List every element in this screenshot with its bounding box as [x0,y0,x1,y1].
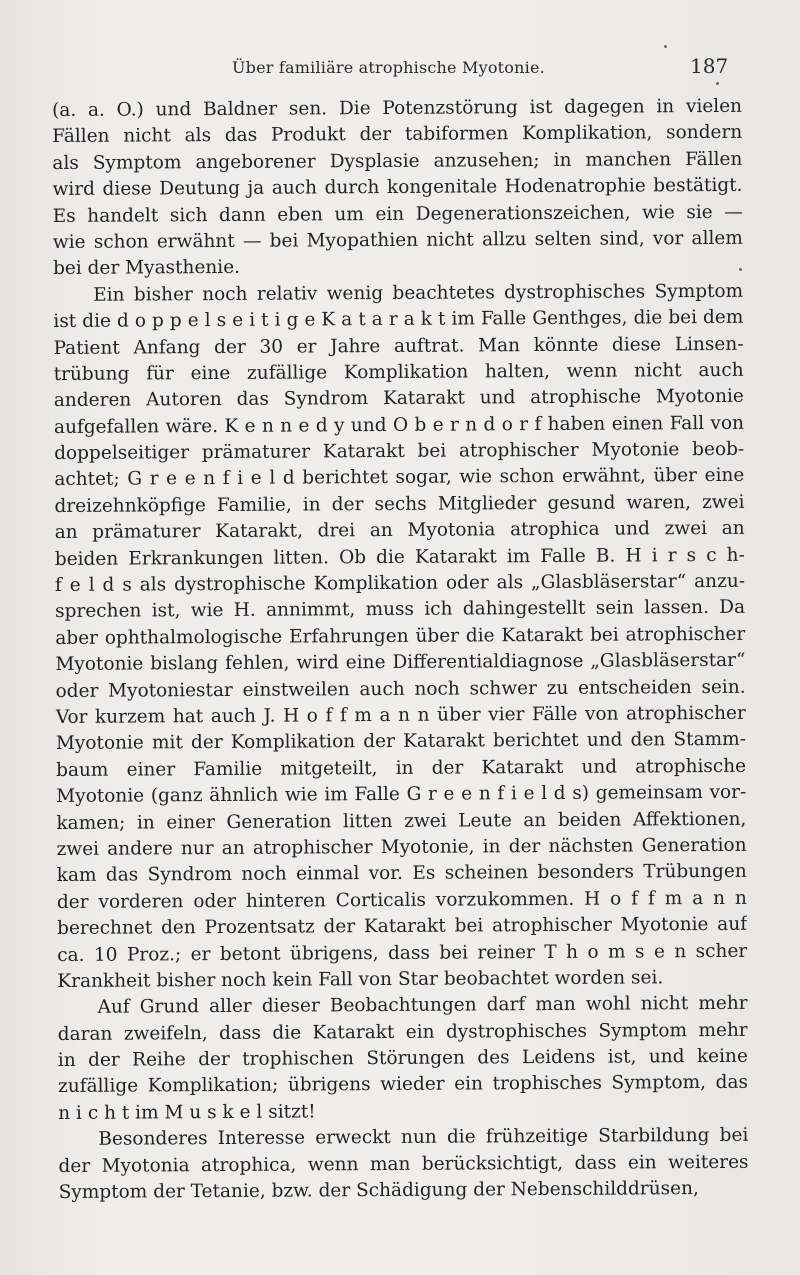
text-line: Besonderes Interesse erweckt nun die frühzeitige Starbildung bei [98,1125,749,1150]
text-line: f e l d s als dystrophische Komplikation oder als „Glasbläserstar“ anzu- [54,570,746,597]
text-line: wie schon erwähnt — bei Myopathien nicht allzu selten sind, vor allem [52,227,743,253]
print-speck [664,45,667,48]
text-line: dreizehnköpfige Familie, in der sechs Mitglieder gesund waren, zwei [54,491,745,517]
paragraph [53,279,747,996]
text-line: zufällige Komplikation; übrigens wieder ein trophisches Symptom, das [57,1072,749,1098]
text-line: an prämaturer Katarakt, drei an Myotonia atrophica und zwei an [54,518,745,544]
text-line: aufgefallen wäre. K e n n e d y und O b e r n d o r f haben einen Fall von [53,412,745,438]
text-line: aber ophthalmologische Erfahrungen über die Katarakt bei atrophischer [55,623,746,649]
page-number: 187 [690,54,729,78]
text-line: der Myotonia atrophica, wenn man berücksichtigt, dass ein weiteres [58,1151,749,1177]
print-speck [716,82,719,85]
text-line: berechnet den Prozentsatz der Katarakt bei atrophischer Myotonie auf [57,913,748,940]
text-line: Auf Grund aller dieser Beobachtungen darf man wohl nicht mehr [97,993,748,1019]
text-line: kamen; in einer Generation litten zwei Leute an beiden Affektionen, [56,808,747,834]
text-line: ca. 10 Proz.; er betont übrigens, dass bei reiner T h o m s e n scher [57,940,748,966]
text-line: kam das Syndrom noch einmal vor. Es scheinen besonders Trübungen [56,861,747,887]
text-line: Es handelt sich dann eben um ein Degenerationszeichen, wie sie — [52,201,743,227]
text-line: bei der Myasthenie. [52,257,241,280]
text-line: anderen Autoren das Syndrom Katarakt und atrophische Myotonie [53,386,744,412]
text-line: Krankheit bisher noch kein Fall von Star beobachtet worden sei. [57,967,664,992]
text-line: beiden Erkrankungen litten. Ob die Katarakt im Falle B. H i r s c h- [54,544,745,570]
text-line: trübung für eine zufällige Komplikation halten, wenn nicht auch [53,359,744,385]
text-line: (a. a. O.) und Baldner sen. Die Potenzstörung ist dagegen in vielen [52,95,743,121]
text-line: doppelseitiger prämaturer Katarakt bei atrophischer Myotonie beob- [54,438,745,465]
text-line: Myotonie (ganz ähnlich wie im Falle G r e e n f i e l d s) gemeinsam vor- [56,781,747,808]
running-title: Über familiäre atrophische Myotonie. [232,58,545,77]
text-line: Myotonie bislang fehlen, wird eine Differentialdiagnose „Glasbläserstar“ [55,649,746,676]
text-line: Myotonie mit der Komplikation der Katarakt berichtet und den Stamm- [55,729,746,755]
text-line: Ein bisher noch relativ wenig beachtetes dystrophisches Symptom [93,280,744,306]
text-line: Patient Anfang der 30 er Jahre auftrat. Man könnte diese Linsen- [53,333,744,359]
text-line: achtet; G r e e n f i e l d berichtet sogar, wie schon erwähnt, über eine [54,465,745,491]
text-line: Vor kurzem hat auch J. H o f f m a n n über vier Fälle von atrophischer [55,702,746,728]
body-text [52,94,749,1248]
paragraph [57,991,748,1127]
text-line: wird diese Deutung ja auch durch kongenitale Hodenatrophie bestätigt. [52,174,743,201]
text-line: n i c h t im M u s k e l sitzt! [58,1101,316,1124]
paragraph [52,94,743,283]
text-line: baum einer Familie mitgeteilt, in der Katarakt und atrophische [56,755,747,781]
text-line: der vorderen oder hinteren Corticalis vorzukommen. H o f f m a n n [56,887,747,913]
text-line: zwei andere nur an atrophischer Myotonie, in der nächsten Generation [56,834,747,860]
text-line: sprechen ist, wie H. annimmt, muss ich dahingestellt sein lassen. Da [55,597,746,623]
text-line: Symptom der Tetanie, bzw. der Schädigung der Nebenschilddrüsen, [58,1178,699,1203]
text-line: oder Myotoniestar einstweilen auch noch schwer zu entscheiden sein. [55,676,746,702]
page-header [0,52,800,92]
text-line: daran zweifeln, dass die Katarakt ein dystrophisches Symptom mehr [57,1019,748,1045]
text-line: Fällen nicht als das Produkt der tabiformen Komplikation, sondern [52,122,743,148]
text-line: als Symptom angeborener Dysplasie anzusehen; in manchen Fällen [52,148,743,174]
paragraph [58,1123,748,1206]
text-line: ist die d o p p e l s e i t i g e K a t a r a k t im Falle Genthges, die bei dem [53,306,744,333]
text-line: in der Reihe der trophischen Störungen des Leidens ist, und keine [57,1045,748,1072]
